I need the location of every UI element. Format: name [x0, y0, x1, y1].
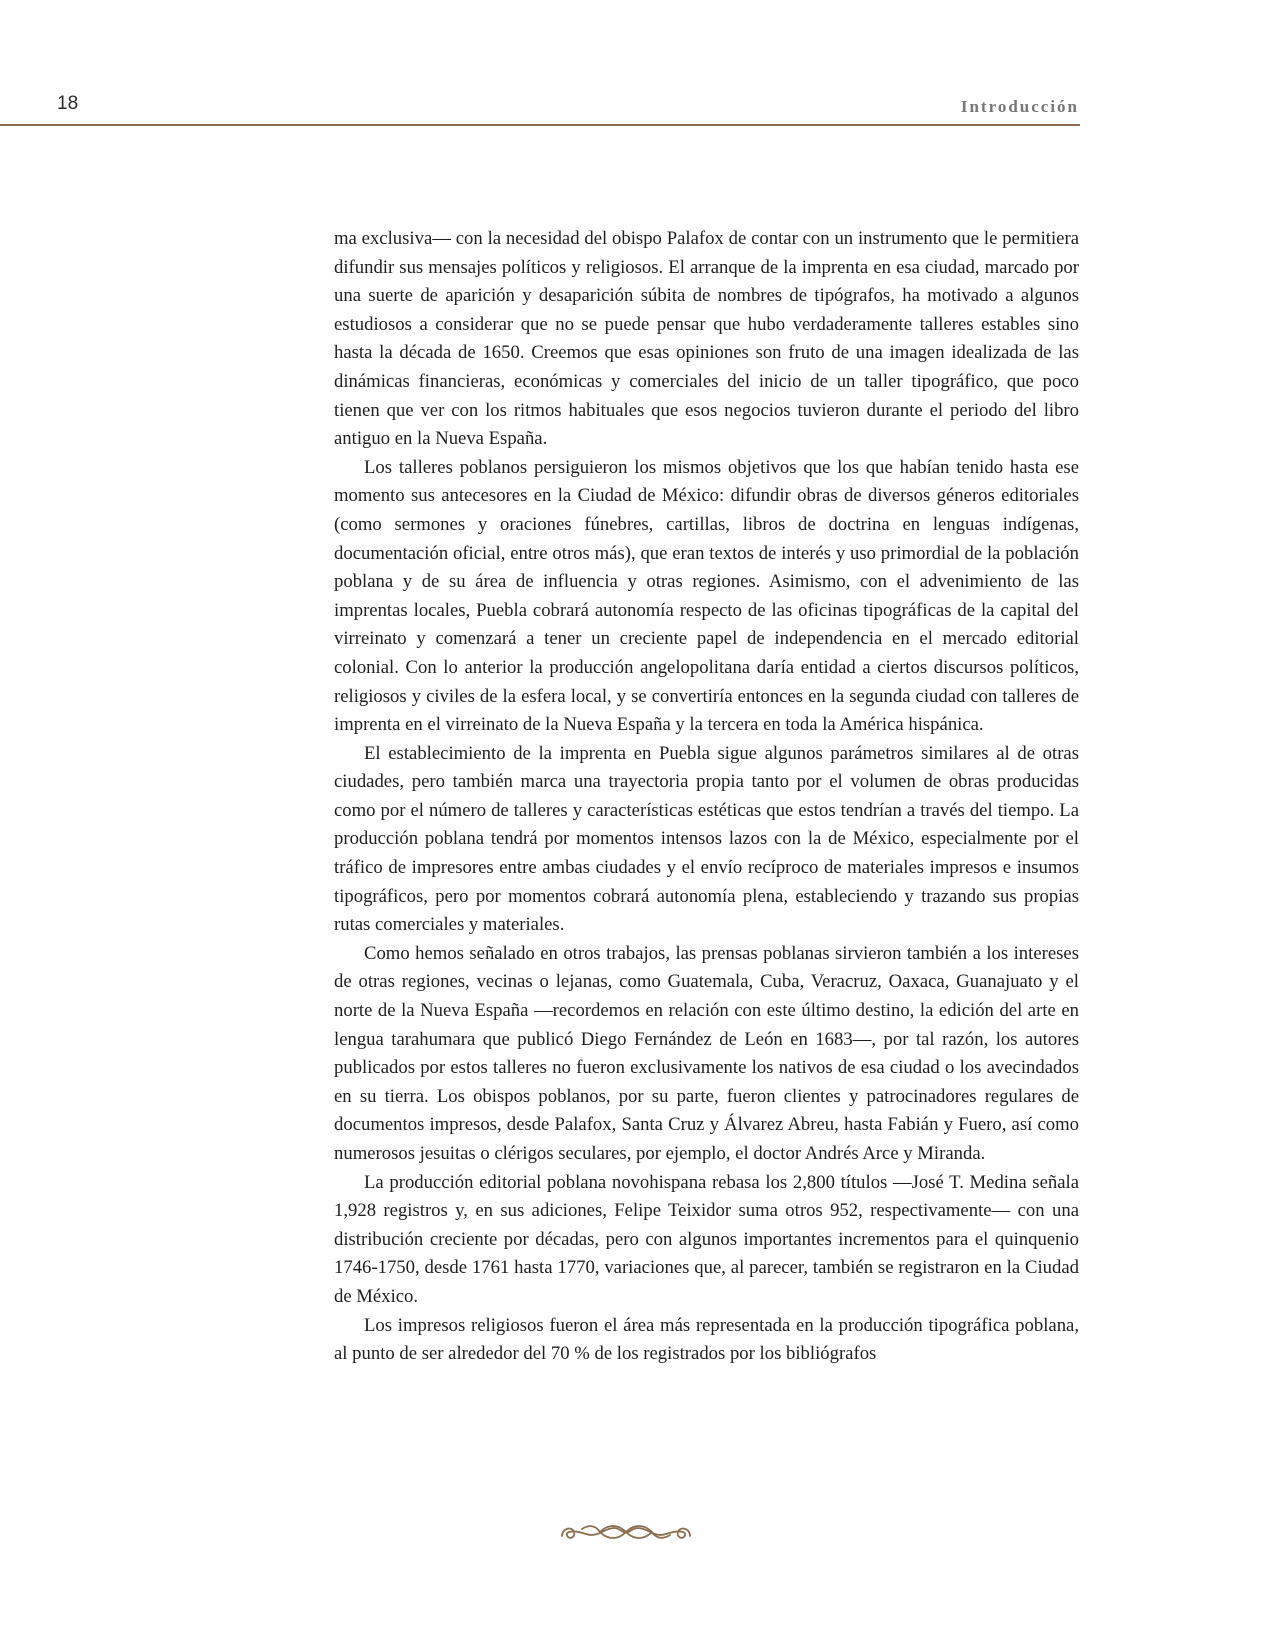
paragraph: ma exclusiva— con la necesidad del obispo Palafox de contar con un instrumento que le permitiera difundir sus mensajes políticos y religiosos. El arranque de la imprenta en esa ciudad, marcado por una suerte de aparición y desaparición súbita de nombres de tipógrafos, ha motivado a algunos estudiosos a considerar que no se puede pensar que hubo verdaderamente talleres estables sino hasta la década de 1650. Creemos que esas opiniones son fruto de una imagen idealizada de las dinámicas financieras, económicas y comerciales del inicio de un taller tipográfico, que poco tienen que ver con los ritmos habituales que esos negocios tuvieron durante el periodo del libro antiguo en la Nueva España.: [334, 228, 1079, 450]
paragraph: El establecimiento de la imprenta en Puebla sigue algunos parámetros similares al de otras ciudades, pero también marca una trayectoria propia tanto por el volumen de obras producidas como por el número de talleres y características estéticas que estos tendrían a través del tiempo. La producción poblana tendrá por momentos intensos lazos con la de México, especialmente por el tráfico de impresores entre ambas ciudades y el envío recíproco de materiales impresos e insumos tipográficos, pero por momentos cobrará autonomía plena, estableciendo y trazando sus propias rutas comerciales y materiales.: [334, 742, 1079, 936]
flourish-ornament-icon: [556, 1516, 696, 1548]
paragraph: Los impresos religiosos fueron el área más representada en la producción tipográfica poblana, al punto de ser alrededor del 70 % de los registrados por los bibliógrafos: [334, 1314, 1079, 1365]
paragraph: La producción editorial poblana novohispana rebasa los 2,800 títulos —José T. Medina señala 1,928 registros y, en sus adiciones, Felipe Teixidor suma otros 952, respectivamente— con una distribución creciente por décadas, pero con algunos importantes incrementos para el quinquenio 1746-1750, desde 1761 hasta 1770, variaciones que, al parecer, también se registraron en la Ciudad de México.: [334, 1171, 1079, 1307]
paragraph: Como hemos señalado en otros trabajos, las prensas poblanas sirvieron también a los intereses de otras regiones, vecinas o lejanas, como Guatemala, Cuba, Veracruz, Oaxaca, Guanajuato y el norte de la Nueva España —recordemos en relación con este último destino, la edición del arte en lengua tarahumara que publicó Diego Fernández de León en 1683—, por tal razón, los autores publicados por estos talleres no fueron exclusivamente los nativos de esa ciudad o los avecindados en su tierra. Los obispos poblanos, por su parte, fueron clientes y patrocinadores regulares de documentos impresos, desde Palafox, Santa Cruz y Álvarez Abreu, hasta Fabián y Fuero, así como numerosos jesuitas o clérigos seculares, por ejemplo, el doctor Andrés Arce y Miranda.: [334, 942, 1079, 1164]
running-head: Introducción: [960, 97, 1079, 116]
page-number: 18: [57, 93, 79, 114]
paragraph: Los talleres poblanos persiguieron los mismos objetivos que los que habían tenido hasta ese momento sus antecesores en la Ciudad de México: difundir obras de diversos géneros editoriales (como sermones y oraciones fúnebres, cartillas, libros de doctrina en lenguas indígenas, documentación oficial, entre otros más), que eran textos de interés y uso primordial de la población poblana y de su área de influencia y otras regiones. Asimismo, con el advenimiento de las imprentas locales, Puebla cobrará autonomía respecto de las oficinas tipográficas de la capital del virreinato y comenzará a tener un creciente papel de independencia en el mercado editorial colonial. Con lo anterior la producción angelopolitana daría entidad a ciertos discursos políticos, religiosos y civiles de la esfera local, y se convertiría entonces en la segunda ciudad con talleres de imprenta en el virreinato de la Nueva España y la tercera en toda la América hispánica.: [334, 456, 1079, 736]
page-header: [0, 0, 1275, 130]
body-text: [334, 225, 1079, 1369]
header-rule: [0, 124, 1080, 126]
